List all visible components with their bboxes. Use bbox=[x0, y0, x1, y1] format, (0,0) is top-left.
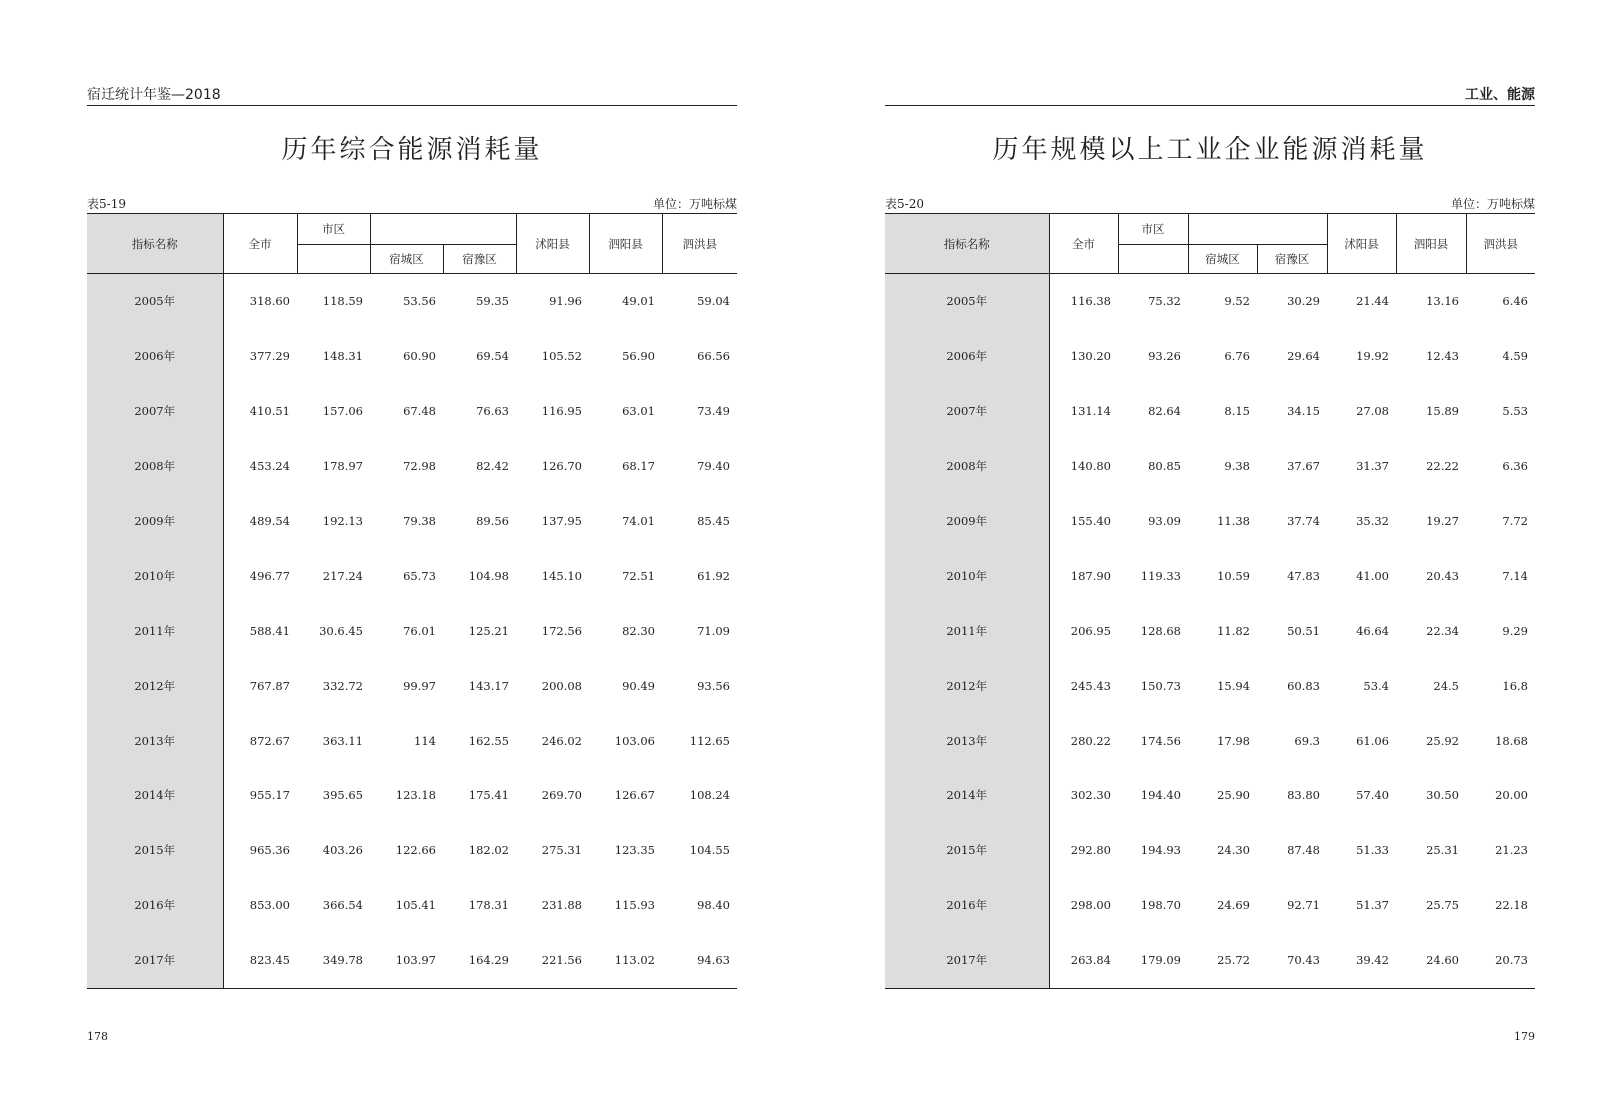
table-row bbox=[885, 933, 1535, 988]
cell-urban: 128.68 bbox=[1140, 623, 1181, 638]
cell-siyang: 68.17 bbox=[622, 459, 655, 474]
header-sihong: 泗洪县 bbox=[662, 214, 737, 274]
cell-sihong: 7.72 bbox=[1502, 514, 1528, 528]
cell-city: 955.17 bbox=[249, 788, 290, 803]
table-row bbox=[87, 878, 737, 933]
row-year: 2017年 bbox=[885, 933, 1049, 988]
cell-city: 206.95 bbox=[1070, 623, 1111, 638]
cell-shuyang: 46.64 bbox=[1356, 623, 1389, 638]
table-row bbox=[87, 658, 737, 713]
row-year: 2013年 bbox=[87, 713, 223, 768]
row-year: 2012年 bbox=[87, 658, 223, 713]
table-row bbox=[87, 329, 737, 384]
cell-suchen: 53.56 bbox=[403, 294, 436, 309]
cell-suyu: 59.35 bbox=[476, 294, 509, 309]
cell-suchen: 65.73 bbox=[403, 568, 436, 583]
cell-shuyang: 116.95 bbox=[541, 404, 582, 419]
row-year: 2006年 bbox=[885, 329, 1049, 384]
cell-siyang: 24.60 bbox=[1426, 953, 1459, 968]
table-meta bbox=[87, 197, 737, 213]
cell-shuyang: 19.92 bbox=[1356, 349, 1389, 364]
header-spacer bbox=[1188, 214, 1327, 245]
cell-shuyang: 39.42 bbox=[1356, 953, 1389, 968]
cell-city: 187.90 bbox=[1070, 568, 1111, 583]
header-indicator-name: 指标名称 bbox=[885, 214, 1049, 274]
cell-sihong: 108.24 bbox=[689, 788, 730, 803]
row-year: 2016年 bbox=[885, 878, 1049, 933]
cell-shuyang: 172.56 bbox=[541, 623, 582, 638]
cell-suyu: 162.55 bbox=[468, 733, 509, 748]
cell-urban: 157.06 bbox=[322, 404, 363, 419]
cell-city: 298.00 bbox=[1070, 898, 1111, 913]
cell-siyang: 25.31 bbox=[1426, 843, 1459, 858]
cell-urban: 93.09 bbox=[1148, 514, 1181, 528]
cell-suyu: 125.21 bbox=[468, 623, 509, 638]
row-year: 2006年 bbox=[87, 329, 223, 384]
header-urban-blank bbox=[297, 245, 370, 274]
row-year: 2005年 bbox=[885, 274, 1049, 329]
running-head bbox=[87, 86, 737, 106]
cell-suchen: 17.98 bbox=[1217, 733, 1250, 748]
cell-city: 823.45 bbox=[249, 953, 290, 968]
cell-urban: 75.32 bbox=[1148, 294, 1181, 309]
table-row bbox=[885, 548, 1535, 603]
cell-shuyang: 231.88 bbox=[541, 898, 582, 913]
left-page bbox=[87, 0, 737, 1099]
cell-city: 872.67 bbox=[249, 733, 290, 748]
cell-sihong: 79.40 bbox=[697, 459, 730, 474]
table-row bbox=[87, 933, 737, 988]
table-row bbox=[87, 548, 737, 603]
cell-city: 263.84 bbox=[1070, 953, 1111, 968]
row-year: 2015年 bbox=[885, 823, 1049, 878]
cell-sihong: 6.36 bbox=[1502, 459, 1528, 474]
cell-siyang: 19.27 bbox=[1426, 514, 1459, 528]
cell-sihong: 7.14 bbox=[1502, 568, 1528, 583]
row-year: 2009年 bbox=[885, 494, 1049, 549]
row-year: 2013年 bbox=[885, 713, 1049, 768]
cell-suchen: 114 bbox=[414, 733, 436, 748]
cell-city: 155.40 bbox=[1070, 514, 1111, 528]
cell-shuyang: 126.70 bbox=[541, 459, 582, 474]
cell-siyang: 30.50 bbox=[1426, 788, 1459, 803]
cell-sihong: 112.65 bbox=[689, 733, 730, 748]
right-page bbox=[885, 0, 1535, 1099]
cell-sihong: 66.56 bbox=[697, 349, 730, 364]
cell-suyu: 175.41 bbox=[468, 788, 509, 803]
cell-suyu: 60.83 bbox=[1287, 678, 1320, 693]
cell-suchen: 25.90 bbox=[1217, 788, 1250, 803]
table-row bbox=[885, 439, 1535, 494]
cell-shuyang: 105.52 bbox=[541, 349, 582, 364]
cell-siyang: 72.51 bbox=[622, 568, 655, 583]
cell-suchen: 24.30 bbox=[1217, 843, 1250, 858]
cell-city: 496.77 bbox=[249, 568, 290, 583]
cell-urban: 148.31 bbox=[322, 349, 363, 364]
row-year: 2009年 bbox=[87, 494, 223, 549]
table-row bbox=[885, 878, 1535, 933]
cell-sihong: 6.46 bbox=[1502, 294, 1528, 309]
cell-siyang: 24.5 bbox=[1433, 678, 1459, 693]
cell-city: 489.54 bbox=[249, 514, 290, 528]
energy-table bbox=[87, 213, 737, 989]
table-row bbox=[87, 823, 737, 878]
cell-urban: 179.09 bbox=[1140, 953, 1181, 968]
table-row bbox=[87, 603, 737, 658]
cell-city: 588.41 bbox=[249, 623, 290, 638]
running-head bbox=[885, 86, 1535, 106]
cell-suchen: 67.48 bbox=[403, 404, 436, 419]
industrial-energy-table bbox=[885, 213, 1535, 989]
cell-siyang: 113.02 bbox=[614, 953, 655, 968]
cell-city: 453.24 bbox=[249, 459, 290, 474]
cell-siyang: 25.92 bbox=[1426, 733, 1459, 748]
cell-urban: 192.13 bbox=[322, 514, 363, 528]
cell-urban: 150.73 bbox=[1140, 678, 1181, 693]
table-meta bbox=[885, 197, 1535, 213]
cell-sihong: 18.68 bbox=[1495, 733, 1528, 748]
cell-shuyang: 57.40 bbox=[1356, 788, 1389, 803]
cell-suyu: 89.56 bbox=[476, 514, 509, 528]
cell-sihong: 9.29 bbox=[1502, 623, 1528, 638]
cell-suyu: 92.71 bbox=[1287, 898, 1320, 913]
cell-suyu: 87.48 bbox=[1287, 843, 1320, 858]
header-suchen: 宿城区 bbox=[370, 245, 443, 274]
cell-siyang: 15.89 bbox=[1426, 404, 1459, 419]
header-urban-district: 市区 bbox=[297, 214, 370, 245]
row-year: 2012年 bbox=[885, 658, 1049, 713]
row-year: 2007年 bbox=[87, 384, 223, 439]
cell-urban: 349.78 bbox=[322, 953, 363, 968]
cell-shuyang: 27.08 bbox=[1356, 404, 1389, 419]
row-year: 2010年 bbox=[885, 548, 1049, 603]
row-year: 2011年 bbox=[885, 603, 1049, 658]
table-row bbox=[885, 384, 1535, 439]
header-city-total: 全市 bbox=[223, 214, 297, 274]
row-year: 2008年 bbox=[87, 439, 223, 494]
cell-urban: 118.59 bbox=[322, 294, 363, 309]
cell-siyang: 82.30 bbox=[622, 623, 655, 638]
header-siyang: 泗阳县 bbox=[1396, 214, 1466, 274]
cell-city: 965.36 bbox=[249, 843, 290, 858]
row-year: 2011年 bbox=[87, 603, 223, 658]
cell-urban: 363.11 bbox=[322, 733, 363, 748]
table-row bbox=[885, 713, 1535, 768]
page-number: 179 bbox=[1514, 1030, 1535, 1043]
table-row bbox=[87, 439, 737, 494]
header-city-total: 全市 bbox=[1049, 214, 1118, 274]
table-row bbox=[885, 823, 1535, 878]
cell-siyang: 22.34 bbox=[1426, 623, 1459, 638]
cell-sihong: 94.63 bbox=[697, 953, 730, 968]
cell-shuyang: 145.10 bbox=[541, 568, 582, 583]
cell-shuyang: 41.00 bbox=[1356, 568, 1389, 583]
cell-suyu: 69.3 bbox=[1294, 733, 1320, 748]
header-siyang: 泗阳县 bbox=[589, 214, 662, 274]
table-row bbox=[87, 768, 737, 823]
table-number: 表5-19 bbox=[87, 197, 126, 211]
cell-sihong: 21.23 bbox=[1495, 843, 1528, 858]
row-year: 2014年 bbox=[885, 768, 1049, 823]
cell-shuyang: 21.44 bbox=[1356, 294, 1389, 309]
cell-urban: 194.40 bbox=[1140, 788, 1181, 803]
table-number: 表5-20 bbox=[885, 197, 924, 211]
table-row bbox=[885, 494, 1535, 549]
row-year: 2016年 bbox=[87, 878, 223, 933]
header-rule bbox=[885, 105, 1535, 106]
cell-suyu: 76.63 bbox=[476, 404, 509, 419]
cell-suyu: 37.74 bbox=[1287, 514, 1320, 528]
cell-suyu: 104.98 bbox=[468, 568, 509, 583]
cell-suchen: 60.90 bbox=[403, 349, 436, 364]
cell-sihong: 73.49 bbox=[697, 404, 730, 419]
cell-shuyang: 137.95 bbox=[541, 514, 582, 528]
cell-sihong: 20.00 bbox=[1495, 788, 1528, 803]
cell-suyu: 83.80 bbox=[1287, 788, 1320, 803]
cell-suchen: 11.82 bbox=[1217, 623, 1250, 638]
row-year: 2015年 bbox=[87, 823, 223, 878]
table-row bbox=[87, 713, 737, 768]
cell-shuyang: 200.08 bbox=[541, 678, 582, 693]
table-unit: 单位：万吨标煤 bbox=[1450, 197, 1535, 211]
row-year: 2008年 bbox=[885, 439, 1049, 494]
cell-suyu: 178.31 bbox=[468, 898, 509, 913]
section-title: 工业、能源 bbox=[1465, 87, 1535, 103]
header-suyu: 宿豫区 bbox=[443, 245, 516, 274]
cell-suchen: 10.59 bbox=[1217, 568, 1250, 583]
page-number: 178 bbox=[87, 1030, 108, 1043]
cell-shuyang: 246.02 bbox=[541, 733, 582, 748]
cell-siyang: 63.01 bbox=[622, 404, 655, 419]
cell-urban: 403.26 bbox=[322, 843, 363, 858]
table-unit: 单位：万吨标煤 bbox=[652, 197, 737, 211]
cell-suchen: 8.15 bbox=[1224, 404, 1250, 419]
cell-city: 131.14 bbox=[1070, 404, 1111, 419]
cell-suchen: 99.97 bbox=[403, 678, 436, 693]
cell-siyang: 25.75 bbox=[1426, 898, 1459, 913]
cell-suyu: 82.42 bbox=[476, 459, 509, 474]
cell-urban: 119.33 bbox=[1140, 568, 1181, 583]
cell-city: 292.80 bbox=[1070, 843, 1111, 858]
cell-urban: 366.54 bbox=[322, 898, 363, 913]
cell-shuyang: 91.96 bbox=[549, 294, 582, 309]
cell-siyang: 123.35 bbox=[614, 843, 655, 858]
cell-shuyang: 221.56 bbox=[541, 953, 582, 968]
row-year: 2010年 bbox=[87, 548, 223, 603]
cell-siyang: 20.43 bbox=[1426, 568, 1459, 583]
cell-city: 245.43 bbox=[1070, 678, 1111, 693]
cell-city: 280.22 bbox=[1070, 733, 1111, 748]
cell-urban: 82.64 bbox=[1148, 404, 1181, 419]
cell-urban: 80.85 bbox=[1148, 459, 1181, 474]
cell-shuyang: 61.06 bbox=[1356, 733, 1389, 748]
cell-shuyang: 53.4 bbox=[1363, 678, 1389, 693]
cell-sihong: 16.8 bbox=[1502, 678, 1528, 693]
cell-shuyang: 51.37 bbox=[1356, 898, 1389, 913]
table-row bbox=[885, 603, 1535, 658]
table-row bbox=[87, 384, 737, 439]
cell-shuyang: 35.32 bbox=[1356, 514, 1389, 528]
cell-siyang: 126.67 bbox=[614, 788, 655, 803]
header-sihong: 泗洪县 bbox=[1466, 214, 1535, 274]
cell-urban: 332.72 bbox=[322, 678, 363, 693]
cell-siyang: 90.49 bbox=[622, 678, 655, 693]
cell-suchen: 15.94 bbox=[1217, 678, 1250, 693]
row-year: 2005年 bbox=[87, 274, 223, 329]
cell-suyu: 69.54 bbox=[476, 349, 509, 364]
cell-city: 116.38 bbox=[1070, 294, 1111, 309]
row-year: 2007年 bbox=[885, 384, 1049, 439]
cell-sihong: 93.56 bbox=[697, 678, 730, 693]
cell-city: 767.87 bbox=[249, 678, 290, 693]
cell-suchen: 105.41 bbox=[395, 898, 436, 913]
table-row bbox=[885, 274, 1535, 329]
cell-sihong: 61.92 bbox=[697, 568, 730, 583]
cell-urban: 395.65 bbox=[322, 788, 363, 803]
cell-suyu: 164.29 bbox=[468, 953, 509, 968]
cell-suchen: 76.01 bbox=[403, 623, 436, 638]
cell-suchen: 9.38 bbox=[1224, 459, 1250, 474]
cell-suyu: 30.29 bbox=[1287, 294, 1320, 309]
row-year: 2017年 bbox=[87, 933, 223, 988]
header-shuyang: 沭阳县 bbox=[516, 214, 589, 274]
cell-suyu: 70.43 bbox=[1287, 953, 1320, 968]
cell-sihong: 20.73 bbox=[1495, 953, 1528, 968]
cell-sihong: 5.53 bbox=[1502, 404, 1528, 419]
row-year: 2014年 bbox=[87, 768, 223, 823]
cell-urban: 194.93 bbox=[1140, 843, 1181, 858]
cell-suchen: 25.72 bbox=[1217, 953, 1250, 968]
cell-urban: 217.24 bbox=[322, 568, 363, 583]
header-indicator-name: 指标名称 bbox=[87, 214, 223, 274]
cell-suchen: 9.52 bbox=[1224, 294, 1250, 309]
cell-siyang: 49.01 bbox=[622, 294, 655, 309]
cell-suchen: 6.76 bbox=[1224, 349, 1250, 364]
cell-sihong: 71.09 bbox=[697, 623, 730, 638]
cell-shuyang: 51.33 bbox=[1356, 843, 1389, 858]
cell-siyang: 74.01 bbox=[622, 514, 655, 528]
header-shuyang: 沭阳县 bbox=[1327, 214, 1396, 274]
table-row bbox=[885, 658, 1535, 713]
cell-sihong: 22.18 bbox=[1495, 898, 1528, 913]
table-row bbox=[885, 768, 1535, 823]
header-urban-blank bbox=[1118, 245, 1188, 274]
cell-suyu: 34.15 bbox=[1287, 404, 1320, 419]
cell-suchen: 103.97 bbox=[395, 953, 436, 968]
cell-suyu: 143.17 bbox=[468, 678, 509, 693]
cell-siyang: 12.43 bbox=[1426, 349, 1459, 364]
cell-siyang: 115.93 bbox=[614, 898, 655, 913]
cell-city: 410.51 bbox=[249, 404, 290, 419]
cell-urban: 198.70 bbox=[1140, 898, 1181, 913]
cell-urban: 30.6.45 bbox=[319, 623, 363, 638]
book-title: 宿迁统计年鉴—2018 bbox=[87, 87, 221, 103]
cell-suchen: 123.18 bbox=[395, 788, 436, 803]
cell-siyang: 22.22 bbox=[1426, 459, 1459, 474]
cell-suchen: 122.66 bbox=[395, 843, 436, 858]
cell-city: 130.20 bbox=[1070, 349, 1111, 364]
cell-shuyang: 31.37 bbox=[1356, 459, 1389, 474]
cell-suchen: 24.69 bbox=[1217, 898, 1250, 913]
cell-urban: 174.56 bbox=[1140, 733, 1181, 748]
cell-suyu: 47.83 bbox=[1287, 568, 1320, 583]
cell-siyang: 103.06 bbox=[614, 733, 655, 748]
cell-sihong: 98.40 bbox=[697, 898, 730, 913]
cell-city: 140.80 bbox=[1070, 459, 1111, 474]
cell-suchen: 79.38 bbox=[403, 514, 436, 528]
cell-sihong: 104.55 bbox=[689, 843, 730, 858]
cell-suyu: 29.64 bbox=[1287, 349, 1320, 364]
cell-city: 377.29 bbox=[249, 349, 290, 364]
table-row bbox=[885, 329, 1535, 384]
cell-city: 302.30 bbox=[1070, 788, 1111, 803]
table-title: 历年规模以上工业企业能源消耗量 bbox=[992, 135, 1428, 165]
cell-shuyang: 269.70 bbox=[541, 788, 582, 803]
cell-suchen: 11.38 bbox=[1217, 514, 1250, 528]
cell-suyu: 50.51 bbox=[1287, 623, 1320, 638]
header-urban-district: 市区 bbox=[1118, 214, 1188, 245]
table-title: 历年综合能源消耗量 bbox=[281, 135, 543, 165]
cell-urban: 93.26 bbox=[1148, 349, 1181, 364]
cell-suyu: 182.02 bbox=[468, 843, 509, 858]
cell-sihong: 4.59 bbox=[1502, 349, 1528, 364]
cell-suyu: 37.67 bbox=[1287, 459, 1320, 474]
cell-sihong: 59.04 bbox=[697, 294, 730, 309]
header-suyu: 宿豫区 bbox=[1257, 245, 1327, 274]
header-suchen: 宿城区 bbox=[1188, 245, 1257, 274]
cell-urban: 178.97 bbox=[322, 459, 363, 474]
cell-siyang: 13.16 bbox=[1426, 294, 1459, 309]
cell-city: 853.00 bbox=[249, 898, 290, 913]
cell-sihong: 85.45 bbox=[697, 514, 730, 528]
cell-city: 318.60 bbox=[249, 294, 290, 309]
header-rule bbox=[87, 105, 737, 106]
cell-shuyang: 275.31 bbox=[541, 843, 582, 858]
cell-siyang: 56.90 bbox=[622, 349, 655, 364]
cell-suchen: 72.98 bbox=[403, 459, 436, 474]
table-row bbox=[87, 494, 737, 549]
table-row bbox=[87, 274, 737, 329]
header-spacer bbox=[370, 214, 516, 245]
